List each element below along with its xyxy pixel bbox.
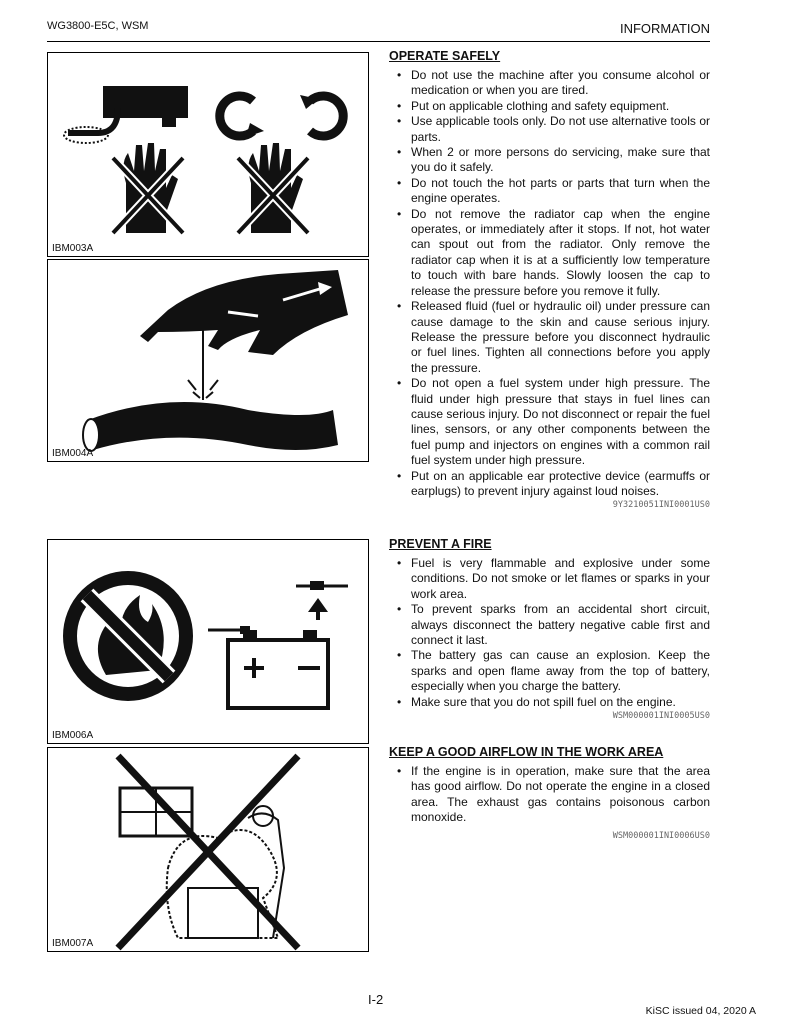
bullet-list	[389, 764, 710, 826]
list-item: • Make sure that you do not spill fuel on the engine.	[389, 695, 710, 710]
list-item: • Released fluid (fuel or hydraulic oil) under pressure can cause damage to the skin and cause serious injury. Release the pressure before you disconnect hydraulic or fuel lines. Tighten all connections before you apply the pressure.	[389, 299, 710, 376]
list-item: • Put on an applicable ear protective device (earmuffs or earplugs) to prevent injury against loud noises.	[389, 469, 710, 500]
list-item: • Do not use the machine after you consume alcohol or medication or when you are tired.	[389, 68, 710, 99]
hand-icon	[238, 143, 308, 233]
list-item: • Do not remove the radiator cap when the engine operates, or immediately after it stops. If not, hot water can spout out from the radiator. Only remove the radiator cap when it is at a sufficiently low temperature to touch with bare hands. Slowly loosen the cap to release the pressure before you remove it fully.	[389, 207, 710, 299]
list-item: • Do not touch the hot parts or parts that turn when the engine operates.	[389, 176, 710, 207]
doc-code: 9Y3210051INI0001US0	[612, 500, 710, 511]
list-item: • To prevent sparks from an accidental short circuit, always disconnect the battery negative cable first and connect it last.	[389, 602, 710, 648]
figure-caption: IBM003A	[52, 243, 94, 254]
list-item: • If the engine is in operation, make sure that the area has good airflow. Do not operate the engine in a closed area. The exhaust gas contains poisonous carbon monoxide.	[389, 764, 710, 826]
figure-hot-rotating-parts	[47, 52, 369, 257]
section-prevent-fire	[389, 537, 710, 721]
figure-closed-area	[47, 747, 369, 952]
list-item: • The battery gas can cause an explosion. Keep the sparks and open flame away from the top of battery, especially when you charge the battery.	[389, 648, 710, 694]
bullet-list	[389, 68, 710, 499]
section-operate-safely	[389, 49, 710, 510]
list-item: • Use applicable tools only. Do not use alternative tools or parts.	[389, 114, 710, 145]
issue-info: KiSC issued 04, 2020 A	[645, 1005, 756, 1017]
battery-icon	[208, 581, 348, 708]
section-title: KEEP A GOOD AIRFLOW IN THE WORK AREA	[389, 745, 664, 759]
doc-code: WSM000001INI0006US0	[612, 830, 710, 841]
section-title: OPERATE SAFELY	[389, 49, 501, 63]
list-item: • Fuel is very flammable and explosive under some conditions. Do not smoke or let flames or sparks in your work area.	[389, 556, 710, 602]
figure-high-pressure-fluid	[47, 259, 369, 462]
page-number: I-2	[368, 992, 384, 1007]
list-item: • When 2 or more persons do servicing, make sure that you do it safely.	[389, 145, 710, 176]
figure-caption: IBM004A	[52, 448, 94, 459]
no-fire-icon	[70, 578, 186, 694]
doc-code: WSM000001INI0005US0	[612, 711, 710, 722]
figure-no-fire-battery	[47, 539, 369, 744]
section-title: PREVENT A FIRE	[389, 537, 492, 551]
figure-caption: IBM007A	[52, 938, 94, 949]
list-item: • Do not open a fuel system under high pressure. The fluid under high pressure that stays in fuel lines can cause serious injury. Do not disconnect or repair the fuel lines, sensors, or any other components between the fuel pump and injectors on engines with a common rail fuel system under high pressure.	[389, 376, 710, 468]
figure-caption: IBM006A	[52, 730, 94, 741]
section-airflow	[389, 745, 710, 841]
header-rule	[47, 41, 710, 42]
doc-model: WG3800-E5C, WSM	[47, 20, 149, 32]
section-name: INFORMATION	[619, 21, 710, 36]
hand-icon	[113, 143, 183, 233]
bullet-list	[389, 556, 710, 710]
hand-icon	[140, 270, 348, 355]
list-item: • Put on applicable clothing and safety equipment.	[389, 99, 710, 114]
